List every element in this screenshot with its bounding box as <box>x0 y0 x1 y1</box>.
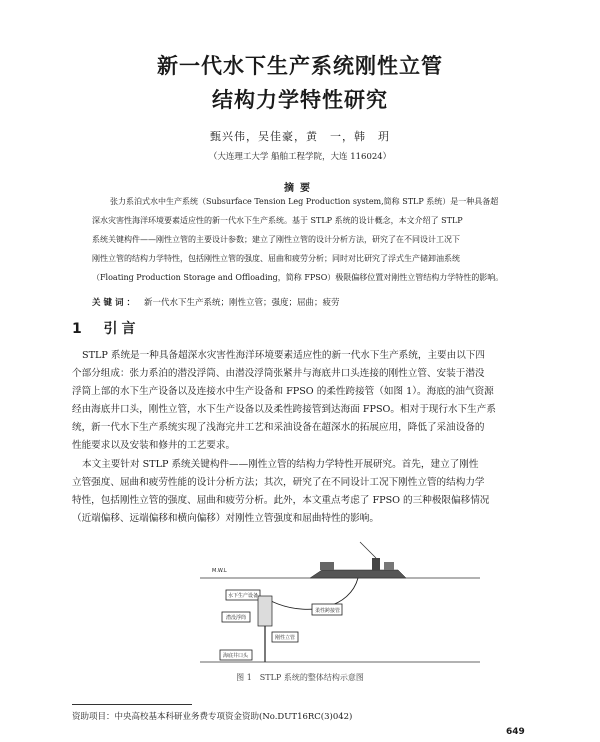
wellhead-label: 海底井口头 <box>223 653 249 659</box>
footnote-rule <box>72 704 192 705</box>
abstract-heading: 摘要 <box>284 183 316 194</box>
abstract-line: 深水灾害性海洋环境要素适应性的新一代水下生产系统。基于 STLP 系统的设计概念，本文介绍了 STLP <box>92 216 463 225</box>
fpso-deck-block <box>384 562 394 570</box>
paragraph-line: 性能要求以及安装和修井的工艺要求。 <box>72 440 236 451</box>
paper-title-line1: 新一代水下生产系统刚性立管 <box>157 54 443 78</box>
figure-caption: 图 1 STLP 系统的整体结构示意图 <box>236 673 364 682</box>
keywords-label: 关键词： <box>92 298 139 308</box>
section-title: 引言 <box>103 321 140 337</box>
authors: 甄兴伟，吴佳豪，黄 一，韩 玥 <box>210 130 390 143</box>
page-number: 649 <box>506 727 525 737</box>
paragraph-line: 本文主要针对 STLP 系统关键构件——刚性立管的结构力学特性开展研究。首先，建立了刚性 <box>82 459 479 470</box>
abstract-line: 刚性立管的结构力学特性，包括刚性立管的强度、屈曲和疲劳分析；同时对比研究了浮式生产储卸油系统 <box>92 254 460 263</box>
fpso-superstructure <box>320 562 334 570</box>
equipment-label: 水下生产设备 <box>228 593 259 599</box>
abstract-line: 系统关键构件——刚性立管的主要设计参数；建立了刚性立管的设计分析方法，研究了在不同设计工况下 <box>92 235 460 244</box>
paper-title-line2: 结构力学特性研究 <box>212 88 388 112</box>
keywords <box>92 296 522 308</box>
fpso-crane <box>360 542 376 558</box>
paragraph-line: 特性，包括刚性立管的强度、屈曲和疲劳分析。此外，本文重点考虑了 FPSO 的三种极限偏移情况 <box>72 495 490 506</box>
paragraph-line: STLP 系统是一种具备超深水灾害性海洋环境要素适应性的新一代水下生产系统，主要由以下四 <box>82 350 486 361</box>
abstract-line: 张力系泊式水中生产系统（Subsurface Tension Leg Production system,简称 STLP 系统）是一种具备超 <box>110 197 499 206</box>
paragraph-line: 经由海底井口头，刚性立管，水下生产设备以及柔性跨接管到达海面 FPSO。相对于现行水下生产系 <box>72 404 496 415</box>
riser-label: 刚性立管 <box>275 635 296 641</box>
section-number: 1 <box>72 321 86 337</box>
buoy-shape <box>258 596 272 626</box>
section-heading <box>72 318 140 338</box>
keywords-text: 新一代水下生产系统；刚性立管；强度；屈曲；疲劳 <box>144 298 340 308</box>
paragraph-line: （近端偏移、远端偏移和横向偏移）对刚性立管强度和屈曲特性的影响。 <box>72 513 379 524</box>
fpso-vessel <box>310 570 406 578</box>
buoy-label: 潜没浮筒 <box>226 615 247 621</box>
jumper-label: 柔性跨接管 <box>315 608 341 614</box>
fpso-tower <box>372 558 380 570</box>
footnote: 资助项目：中央高校基本科研业务费专项资金资助(No.DUT16RC(3)042) <box>72 712 353 722</box>
paragraph-line: 统，新一代水下生产系统实现了浅海完井工艺和采油设备在超深水的拓展应用，降低了采油设备的 <box>72 422 485 433</box>
mwl-label: M.W.L <box>212 568 227 574</box>
abstract-line: （Floating Production Storage and Offloading，简称 FPSO）极限偏移位置对刚性立管结构力学特性的影响。 <box>92 273 504 282</box>
stlp-system-figure <box>160 538 490 668</box>
affiliation: （大连理工大学 船舶工程学院，大连 116024） <box>208 152 392 162</box>
paragraph-line: 立管强度、屈曲和疲劳性能的设计分析方法；其次，研究了在不同设计工况下刚性立管的结构力学 <box>72 477 485 488</box>
paragraph-line: 个部分组成：张力系泊的潜没浮筒、由潜没浮筒张紧井与海底井口头连接的刚性立管、安装于潜没 <box>72 368 485 379</box>
jumper-line <box>264 578 358 609</box>
paragraph-line: 浮筒上部的水下生产设备以及连接水中生产设备和 FPSO 的柔性跨接管（如图 1）。海底的油气资源 <box>72 386 494 397</box>
